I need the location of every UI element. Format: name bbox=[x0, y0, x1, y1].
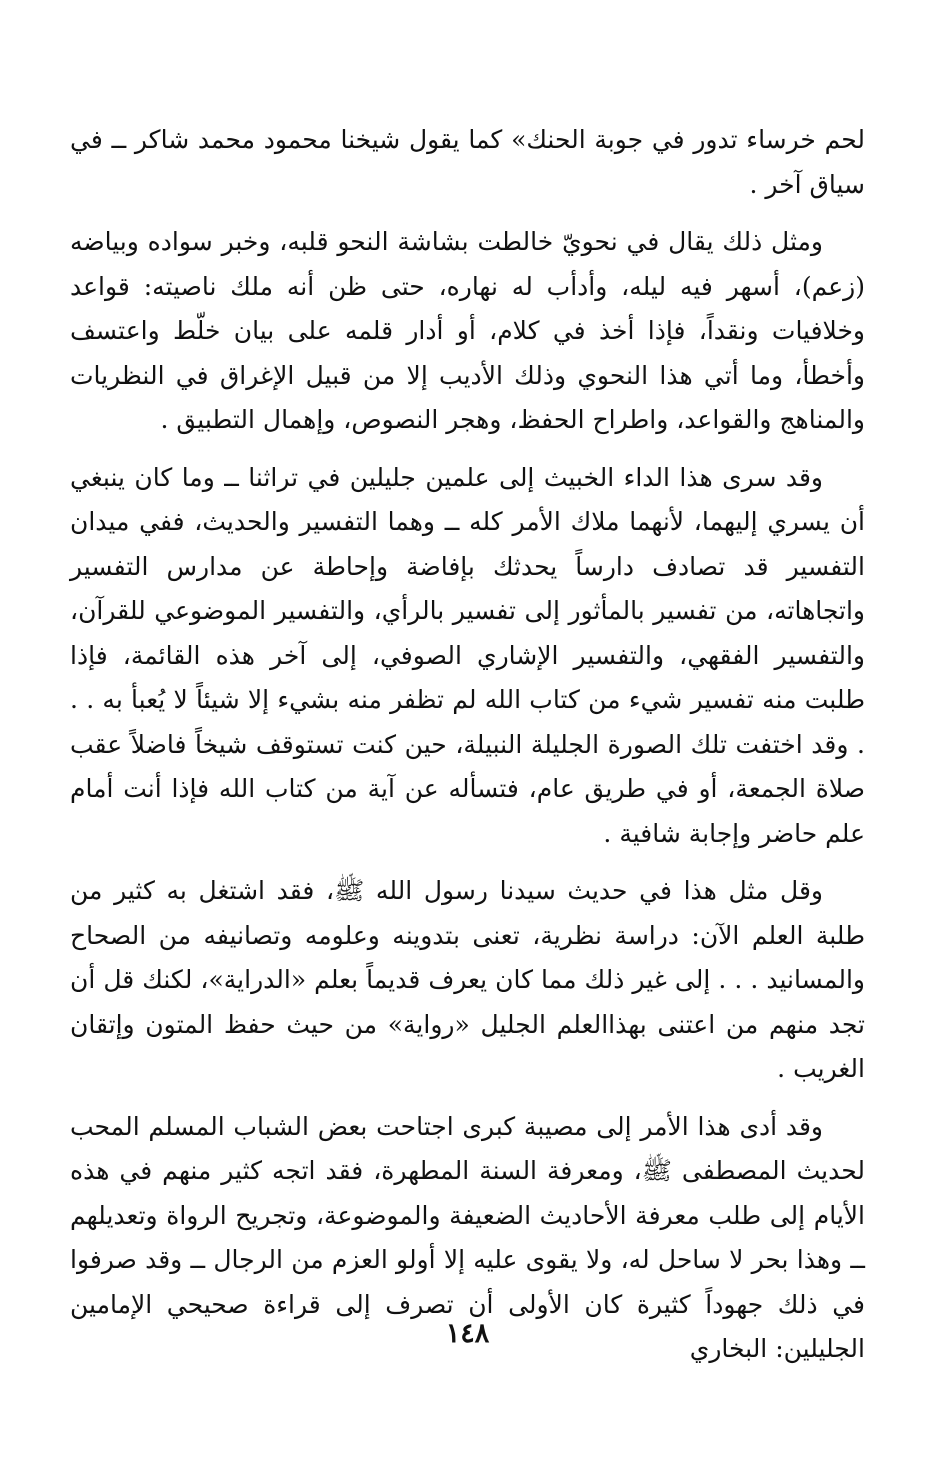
paragraph-5: وقد أدى هذا الأمر إلى مصيبة كبرى اجتاحت بعض الشباب المسلم المحب لحديث المصطفى ﷺ، ومعرفة السنة المطهرة، فقد اتجه كثير منهم في هذه الأيام إلى طلب معرفة الأحاديث الضعيفة والموضوعة، وتجريح الرواة وتعديلهم ــ وهذا بحر لا ساحل له، ولا يقوى عليه إلا أولو العزم من الرجال ــ وقد صرفوا في ذلك جهوداً كثيرة كان الأولى أن تصرف إلى قراءة صحيحي الإمامين الجليلين: البخاري bbox=[70, 1111, 865, 1363]
paragraph-3: وقد سرى هذا الداء الخبيث إلى علمين جليلين في تراثنا ــ وما كان ينبغي أن يسري إليهما، لأنهما ملاك الأمر كله ــ وهما التفسير والحديث، ففي ميدان التفسير قد تصادف دارساً يحدثك بإفاضة وإحاطة عن مدارس التفسير واتجاهاته، من تفسير بالمأثور إلى تفسير بالرأي، والتفسير الموضوعي للقرآن، والتفسير الفقهي، والتفسير الإشاري الصوفي، إلى آخر هذه القائمة، فإذا طلبت منه تفسير شيء من كتاب الله لم تظفر منه بشيء إلا شيئاً لا يُعبأ به . . . وقد اختفت تلك الصورة الجليلة النبيلة، حين كنت تستوقف شيخاً فاضلاً عقب صلاة الجمعة، أو في طريق عام، فتسأله عن آية من كتاب الله فإذا أنت أمام علم حاضر وإجابة شافية . bbox=[70, 462, 865, 848]
page-body bbox=[70, 118, 865, 1385]
paragraph-1: لحم خرساء تدور في جوبة الحنك» كما يقول شيخنا محمود محمد شاكر ــ في سياق آخر . bbox=[70, 125, 865, 199]
paragraph-4: وقل مثل هذا في حديث سيدنا رسول الله ﷺ، فقد اشتغل به كثير من طلبة العلم الآن: دراسة نظرية، تعنى بتدوينه وعلومه وتصانيفه من الصحاح والمسانيد . . . إلى غير ذلك مما كان يعرف قديماً بعلم «الدراية»، لكنك قل أن تجد منهم من اعتنى بهذاالعلم الجليل «رواية» من حيث حفظ المتون وإتقان الغريب . bbox=[70, 876, 865, 1083]
paragraph-2: ومثل ذلك يقال في نحويّ خالطت بشاشة النحو قلبه، وخبر سواده وبياضه (زعم)، أسهر فيه ليله، وأدأب له نهاره، حتى ظن أنه ملك ناصيته: قواعد وخلافيات ونقداً، فإذا أخذ في كلام، أو أدار قلمه على بيان خلّط واعتسف وأخطأ، وما أتي هذا النحوي وذلك الأديب إلا من قبيل الإغراق في النظريات والمناهج والقواعد، واطراح الحفظ، وهجر النصوص، وإهمال التطبيق . bbox=[70, 227, 865, 434]
page-number: ١٤٨ bbox=[445, 1318, 490, 1349]
